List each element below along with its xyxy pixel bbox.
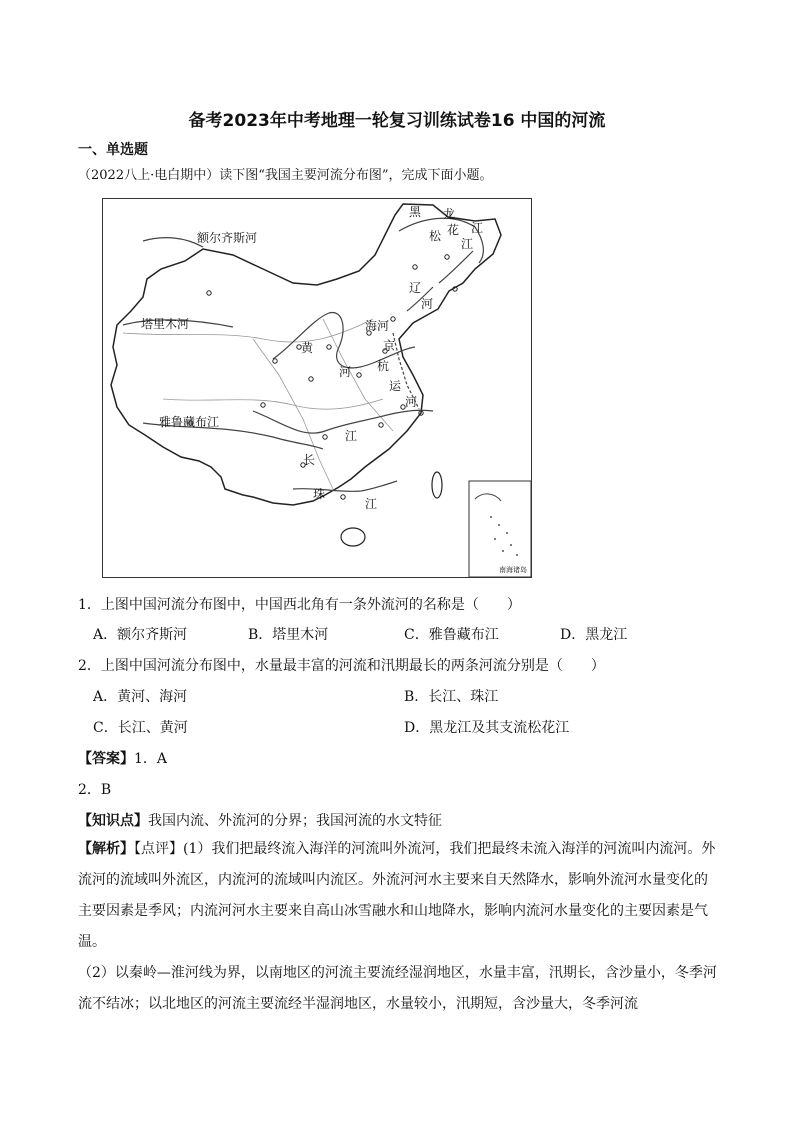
- label-liao: 辽: [409, 281, 422, 295]
- china-river-map: [102, 198, 532, 578]
- label-chang: 长: [303, 453, 316, 467]
- label-song: 松: [429, 229, 442, 243]
- analysis-tag: 【解析】: [78, 841, 134, 857]
- label-zhu-jiang: 江: [365, 497, 378, 511]
- answer-line-1: [78, 748, 167, 768]
- label-inset: 南海诸岛: [499, 566, 527, 574]
- question-2-option-d: D．黑龙江及其支流松花江: [404, 720, 570, 736]
- answer-tag: 【答案】: [78, 751, 134, 767]
- label-he-liao: 河: [421, 297, 434, 311]
- answer-2: 2．B: [78, 782, 112, 798]
- question-1-option-a: A．额尔齐斯河: [93, 627, 188, 643]
- question-1-option-d: D．黑龙江: [560, 627, 628, 643]
- knowledge-point: [78, 810, 442, 830]
- label-hua: 花: [447, 223, 460, 237]
- label-zhu: 珠: [313, 487, 326, 501]
- knowledge-text: 我国内流、外流河的分界；我国河流的水文特征: [148, 813, 442, 829]
- question-2-option-c: C．长江、黄河: [93, 720, 188, 736]
- analysis-paragraph-2: （2）以秦岭—淮河线为界，以南地区的河流主要流经湿润地区，水量丰富，汛期长，含沙量小，冬季河流不结冰；以北地区的河流主要流经半湿润地区，水量较小，汛期短，含沙量大，冬季河流: [78, 965, 717, 1012]
- label-long: 龙: [443, 207, 456, 221]
- question-intro: （2022八上·电白期中）读下图“我国主要河流分布图”，完成下面小题。: [78, 168, 493, 183]
- taiwan-island: [432, 472, 442, 498]
- question-1-option-b: B．塔里木河: [248, 627, 329, 643]
- label-haihe: 海河: [365, 319, 390, 333]
- label-jiang1: 江: [471, 221, 484, 235]
- question-2-option-a: A．黄河、海河: [93, 689, 188, 705]
- label-jing: 京: [383, 339, 396, 353]
- hainan-island: [341, 528, 365, 546]
- question-1-option-c: C．雅鲁藏布江: [404, 627, 499, 643]
- question-2-stem: 2．上图中国河流分布图中，水量最丰富的河流和汛期最长的两条河流分别是（ ）: [78, 658, 605, 674]
- page-title: 备考2023年中考地理一轮复习训练试卷16 中国的河流: [188, 111, 606, 131]
- answer-1: 1．A: [134, 751, 168, 767]
- yangtze-river-line: [253, 410, 433, 433]
- label-hang: 杭: [377, 359, 390, 373]
- comment-tag: 【点评】: [134, 841, 183, 857]
- label-talimu: 塔里木河: [141, 317, 190, 331]
- province-line: [163, 399, 383, 409]
- label-yalu: 雅鲁藏布江: [159, 415, 220, 429]
- inset-box: [469, 481, 531, 577]
- label-he-yun: 河: [405, 395, 418, 409]
- label-huang: 黄: [301, 341, 314, 355]
- analysis-paragraph-1: [78, 834, 718, 958]
- label-chang-jiang: 江: [345, 429, 358, 443]
- question-1-stem: 1．上图中国河流分布图中，中国西北角有一条外流河的名称是（ ）: [78, 597, 521, 613]
- label-he-huang: 河: [339, 365, 352, 379]
- section-heading: 一、单选题: [78, 142, 148, 158]
- label-jiang2: 江: [461, 237, 474, 251]
- china-map-outline: [103, 199, 533, 579]
- label-hei: 黑: [409, 205, 422, 219]
- label-yun: 运: [389, 379, 402, 393]
- label-erqisi: 额尔齐斯河: [197, 231, 258, 245]
- irtysh-river-line: [143, 238, 203, 247]
- analysis-text-1: (1）我们把最终流入海洋的河流叫外流河，我们把最终未流入海洋的河流叫内流河。外流河的流域叫外流区，内流河的流域叫内流区。外流河河水主要来自天然降水，影响外流河水量变化的主要因素是季风；内流河河水主要来自高山冰雪融水和山地降水，影响内流河水量变化的主要因素是气温。: [78, 841, 716, 950]
- knowledge-tag: 【知识点】: [78, 813, 148, 829]
- question-2-option-b: B．长江、珠江: [404, 689, 499, 705]
- province-line: [253, 339, 333, 489]
